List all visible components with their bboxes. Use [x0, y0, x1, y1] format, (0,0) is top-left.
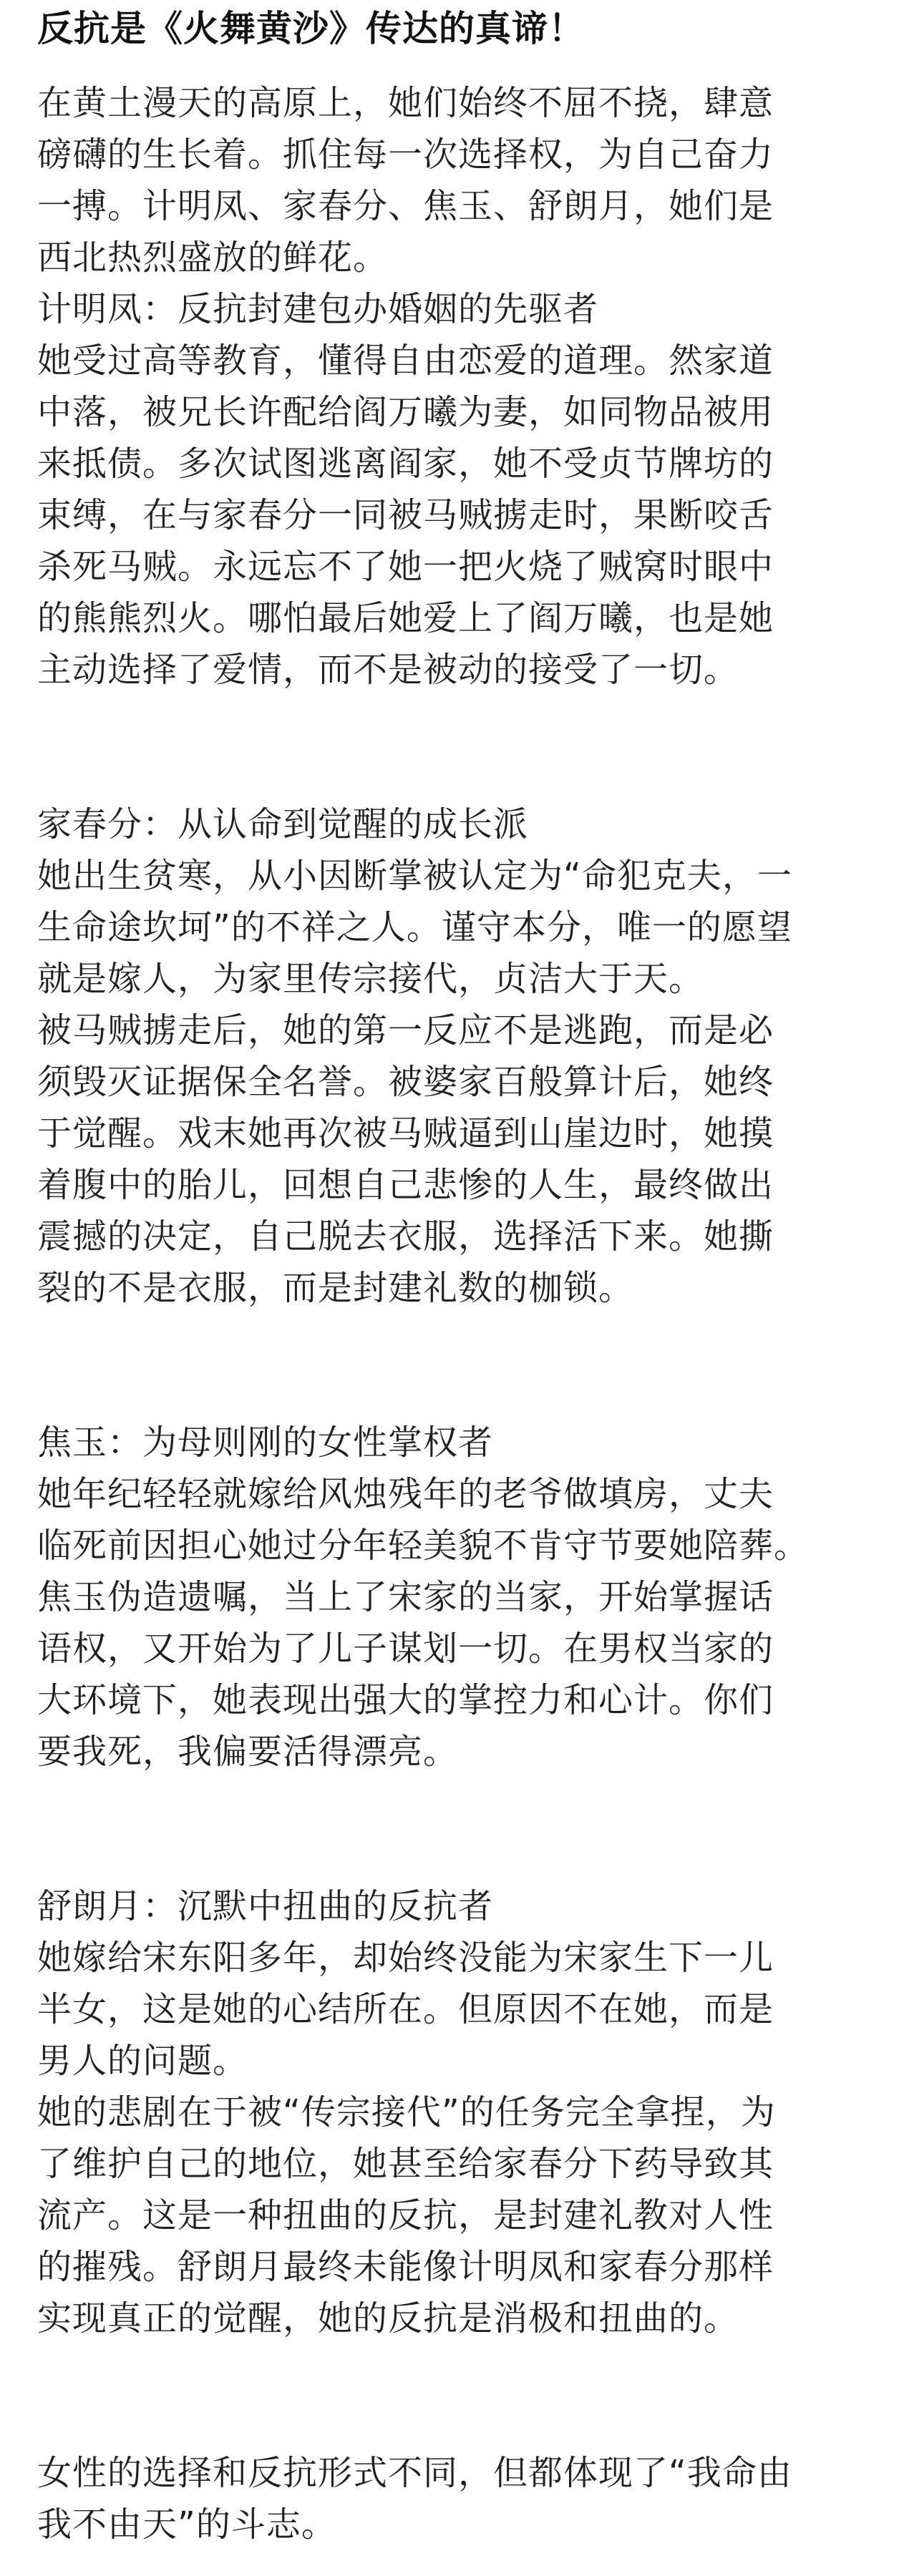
body-line: 半女，这是她的心结所在。但原因不在她，而是 [37, 1989, 774, 2029]
section-heading: 计明凤：反抗封建包办婚姻的先驱者 [37, 289, 599, 329]
body-line: 男人的问题。 [37, 2041, 248, 2081]
body-line: 了维护自己的地位，她甚至给家春分下药导致其 [37, 2144, 774, 2184]
post-title: 反抗是《火舞黄沙》传达的真谛！ [37, 8, 585, 49]
body-line: 西北热烈盛放的鲜花。 [37, 238, 389, 278]
body-line: 主动选择了爱情，而不是被动的接受了一切。 [37, 650, 739, 690]
body-line: 着腹中的胎儿，回想自己悲惨的人生，最终做出 [37, 1165, 774, 1205]
body-line: 流产。这是一种扭曲的反抗，是封建礼教对人性 [37, 2195, 774, 2235]
body-line: 就是嫁人，为家里传宗接代，贞洁大于天。 [37, 959, 704, 999]
body-line: 的熊熊烈火。哪怕最后她爱上了阎万曦，也是她 [37, 598, 774, 638]
body-line: 的摧残。舒朗月最终未能像计明凤和家春分那样 [37, 2247, 774, 2287]
section-heading: 舒朗月：沉默中扭曲的反抗者 [37, 1886, 494, 1926]
body-line: 一搏。计明凤、家春分、焦玉、舒朗月，她们是 [37, 186, 774, 226]
body-line: 语权，又开始为了儿子谋划一切。在男权当家的 [37, 1629, 774, 1669]
body-line: 被马贼掳走后，她的第一反应不是逃跑，而是必 [37, 1010, 774, 1050]
body-line: 临死前因担心她过分年轻美貌不肯守节要她陪葬。 [37, 1526, 810, 1566]
body-line: 震撼的决定，自己脱去衣服，选择活下来。她撕 [37, 1216, 774, 1257]
body-line: 她嫁给宋东阳多年，却始终没能为宋家生下一儿 [37, 1938, 774, 1978]
body-line: 她出生贫寒，从小因断掌被认定为“命犯克夫，一 [37, 856, 792, 896]
body-line: 磅礴的生长着。抓住每一次选择权，为自己奋力 [37, 135, 774, 175]
body-line: 于觉醒。戏末她再次被马贼逼到山崖边时，她摸 [37, 1113, 774, 1153]
body-line: 她的悲剧在于被“传宗接代”的任务完全拿捏，为 [37, 2092, 776, 2132]
body-line: 我不由天”的斗志。 [37, 2504, 336, 2545]
body-line: 她年纪轻轻就嫁给风烛残年的老爷做填房，丈夫 [37, 1474, 774, 1514]
body-line: 要我死，我偏要活得漂亮。 [37, 1732, 459, 1772]
body-line: 在黄土漫天的高原上，她们始终不屈不挠，肆意 [37, 83, 774, 123]
body-line: 实现真正的觉醒，她的反抗是消极和扭曲的。 [37, 2298, 739, 2338]
body-line: 中落，被兄长许配给阎万曦为妻，如同物品被用 [37, 392, 774, 432]
body-line: 女性的选择和反抗形式不同，但都体现了“我命由 [37, 2453, 792, 2493]
section-heading: 焦玉：为母则刚的女性掌权者 [37, 1423, 494, 1463]
body-line: 裂的不是衣服，而是封建礼数的枷锁。 [37, 1268, 634, 1308]
body-line: 大环境下，她表现出强大的掌控力和心计。你们 [37, 1680, 774, 1720]
body-line: 来抵债。多次试图逃离阎家，她不受贞节牌坊的 [37, 444, 774, 484]
body-line: 焦玉伪造遗嘱，当上了宋家的当家，开始掌握话 [37, 1577, 774, 1617]
body-line: 须毁灭证据保全名誉。被婆家百般算计后，她终 [37, 1062, 774, 1102]
body-line: 她受过高等教育，懂得自由恋爱的道理。然家道 [37, 341, 774, 381]
body-line: 束缚，在与家春分一同被马贼掳走时，果断咬舌 [37, 495, 774, 535]
section-heading: 家春分：从认命到觉醒的成长派 [37, 804, 529, 844]
body-line: 杀死马贼。永远忘不了她一把火烧了贼窝时眼中 [37, 547, 774, 587]
body-line: 生命途坎坷”的不祥之人。谨守本分，唯一的愿望 [37, 907, 792, 947]
